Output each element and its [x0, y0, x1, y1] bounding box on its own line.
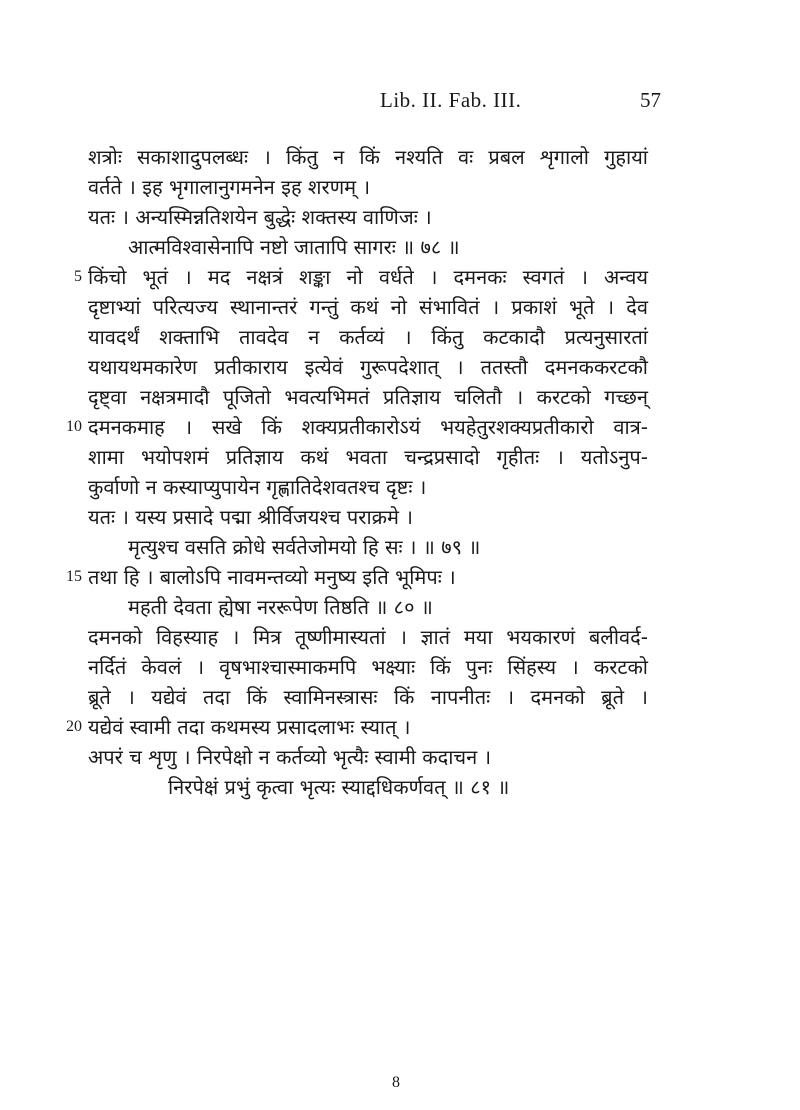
text-line [0, 592, 800, 622]
line-text: यतः । अन्यस्मिन्नतिशयेन बुद्धेः शक्तस्य वाणिजः । [88, 205, 432, 229]
line-text: नर्दितं केवलं । वृषभाश्चास्माकमपि भक्ष्याः किं पुनः सिंहस्य । करटको [88, 655, 648, 679]
text-line [0, 202, 800, 232]
text-line [0, 502, 800, 532]
text-line [0, 772, 800, 802]
text-line [0, 682, 800, 712]
text-line [0, 262, 800, 292]
line-number: 10 [66, 418, 82, 435]
line-text: दृष्टाभ्यां परित्यज्य स्थानान्तरं गन्तुं कथं नो संभावितं । प्रकाशं भूते । देव [88, 295, 648, 319]
line-text: वर्तते । इह भृगालानुगमनेन इह शरणम् । [88, 175, 371, 199]
text-line [0, 352, 800, 382]
line-text: तथा हि । बालोऽपि नावमन्तव्यो मनुष्य इति भूमिपः । [88, 565, 456, 589]
text-line [0, 172, 800, 202]
page-header [0, 88, 800, 118]
line-number: 5 [74, 268, 82, 285]
text-line [0, 622, 800, 652]
signature-number: 8 [392, 1074, 400, 1091]
text-line [0, 382, 800, 412]
line-text: दृष्ट्वा नक्षत्रमादौ पूजितो भवत्यभिमतं प्रतिज्ञाय चलितौ । करटको गच्छन् [88, 385, 648, 409]
line-text: यद्येवं स्वामी तदा कथमस्य प्रसादलाभः स्यात् । [88, 715, 411, 739]
text-body [0, 142, 800, 802]
line-text: शत्रोः सकाशादुपलब्धः । किंतु न किं नश्यति वः प्रबल शृगालो गुहायां [88, 145, 648, 169]
line-text: दमनकमाह । सखे किं शक्यप्रतीकारोऽयं भयहेतुरशक्यप्रतीकारो वात्र- [88, 415, 648, 439]
line-text: किंचो भूतं । मद नक्षत्रं शङ्का नो वर्धते । दमनकः स्वगतं । अन्वय [88, 265, 648, 289]
line-text: कुर्वाणो न कस्याप्युपायेन गृह्णातिदेशवतश्च दृष्टः । [88, 475, 427, 499]
line-text: यतः । यस्य प्रसादे पद्मा श्रीर्विजयश्च पराक्रमे । [88, 505, 413, 529]
text-line [0, 142, 800, 172]
text-line [0, 532, 800, 562]
line-text: निरपेक्षं प्रभुं कृत्वा भृत्यः स्याद्दधिकर्णवत् ॥ ८१ ॥ [168, 775, 510, 799]
text-line [0, 232, 800, 262]
line-text: ब्रूते । यद्येवं तदा किं स्वामिनस्त्रासः किं नापनीतः । दमनको ब्रूते । [88, 685, 648, 709]
text-line [0, 412, 800, 442]
line-text: मृत्युश्च वसति क्रोधे सर्वतेजोमयो हि सः । ॥ ७९ ॥ [128, 535, 481, 559]
text-line [0, 292, 800, 322]
line-text: दमनको विहस्याह । मित्र तूष्णीमास्यतां । ज्ञातं मया भयकारणं बलीवर्द- [88, 625, 648, 649]
page-number: 57 [640, 88, 661, 112]
line-text: यथायथमकारेण प्रतीकाराय इत्येवं गुरूपदेशात् । ततस्तौ दमनककरटकौ [88, 355, 648, 379]
line-text: महती देवता ह्येषा नररूपेण तिष्ठति ॥ ८० ॥ [128, 595, 433, 619]
line-number: 20 [66, 718, 82, 735]
line-text: शामा भयोपशमं प्रतिज्ञाय कथं भवता चन्द्रप्रसादो गृहीतः । यतोऽनुप- [88, 445, 648, 469]
line-text: यावदर्थं शक्ताभि तावदेव न कर्तव्यं । किंतु कटकादौ प्रत्यनुसारतां [88, 325, 648, 349]
text-line [0, 712, 800, 742]
text-line [0, 562, 800, 592]
line-text: आत्मविश्वासेनापि नष्टो जातापि सागरः ॥ ७८ ॥ [128, 235, 460, 259]
running-head: Lib. II. Fab. III. [380, 88, 522, 112]
text-line [0, 652, 800, 682]
text-line [0, 322, 800, 352]
line-number: 15 [66, 568, 82, 585]
text-line [0, 442, 800, 472]
text-line [0, 472, 800, 502]
text-line [0, 742, 800, 772]
line-text: अपरं च शृणु । निरपेक्षो न कर्तव्यो भृत्यैः स्वामी कदाचन । [88, 745, 492, 769]
